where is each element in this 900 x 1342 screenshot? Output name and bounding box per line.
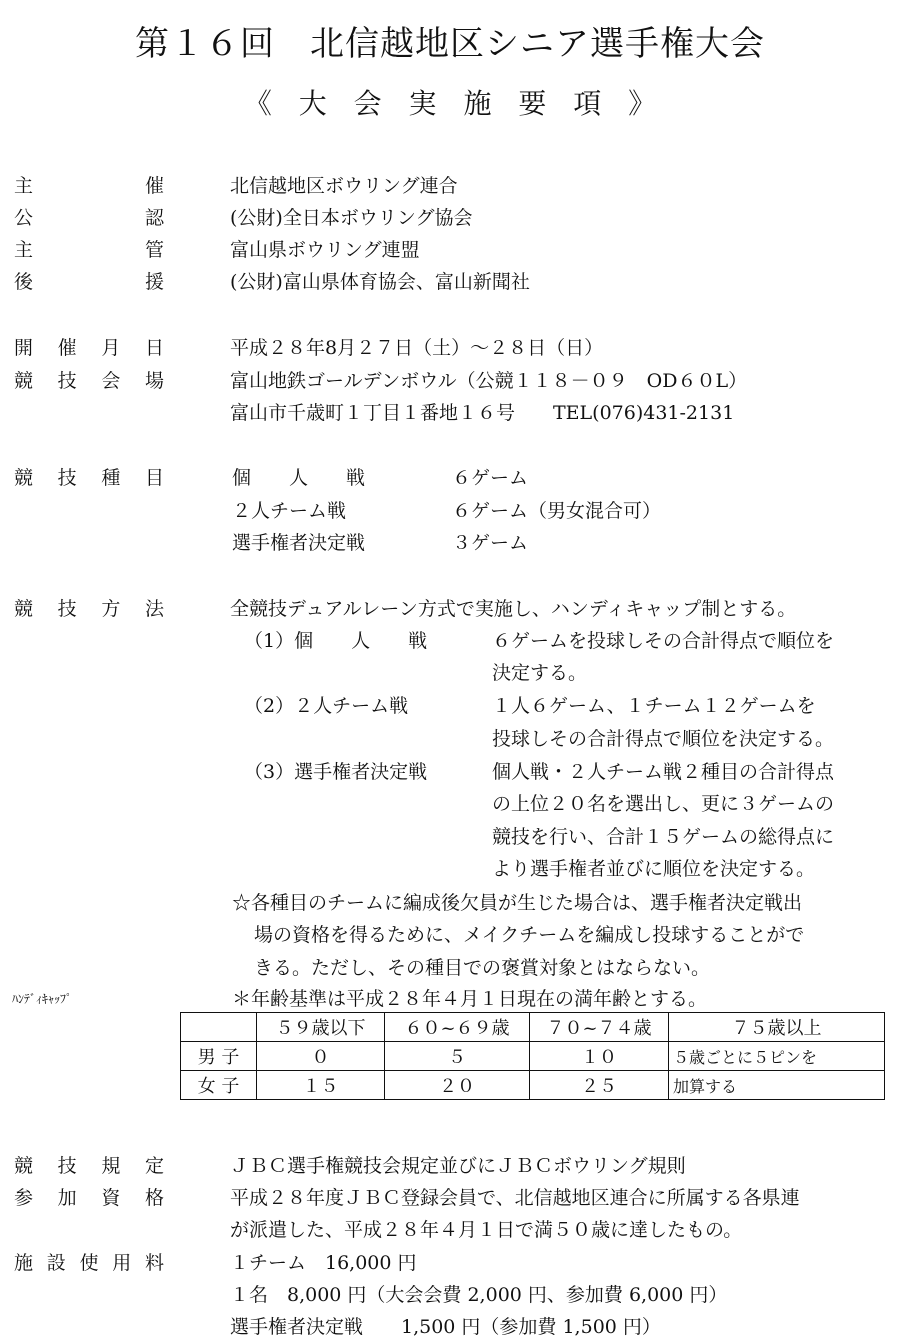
row-label: 主 管 (14, 239, 164, 261)
row-label: 公 認 (14, 207, 164, 229)
event-games: ３ゲーム (452, 532, 529, 554)
method-item-text: １人６ゲーム、１チーム１２ゲームを (492, 695, 816, 717)
event-name: 個 人 戦 (232, 467, 366, 489)
method-item-text: 決定する。 (492, 662, 588, 684)
method-intro: 全競技デュアルレーン方式で実施し、ハンディキャップ制とする。 (230, 598, 797, 620)
row-label: 競 技 種 目 (14, 467, 164, 489)
method-item-text: 個人戦・２人チーム戦２種目の合計得点 (492, 761, 835, 783)
method-item-name: （2）２人チーム戦 (244, 695, 409, 717)
row-value: 富山県ボウリング連盟 (230, 239, 420, 261)
row-label-cell: 男 子 (181, 1042, 257, 1071)
page-subtitle: 《 大 会 実 施 要 項 》 (243, 87, 657, 120)
table-header-row (181, 1013, 885, 1042)
method-item-text: 競技を行い、合計１５ゲームの総得点に (492, 826, 835, 848)
handicap-table (180, 1012, 885, 1100)
fee-line: １名 8,000 円（大会会費 2,000 円、参加費 6,000 円） (230, 1284, 728, 1306)
method-item-text: 投球しその合計得点で順位を決定する。 (492, 728, 835, 750)
row-value: (公財)富山県体育協会、富山新聞社 (230, 271, 530, 293)
method-item-name: （3）選手権者決定戦 (244, 761, 428, 783)
table-header-cell: ７０~７４歳 (530, 1013, 669, 1042)
row-value: 平成２８年8月２７日（土）～２８日（日） (230, 337, 604, 359)
event-games: ６ゲーム（男女混合可） (452, 500, 662, 522)
method-note: 場の資格を得るために、メイクチームを編成し投球することがで (254, 924, 805, 946)
row-label: 後 援 (14, 271, 164, 293)
handicap-tag: ﾊﾝﾃﾞｨｷｬｯﾌﾟ (12, 992, 73, 1006)
eligibility-line: が派遣した、平成２８年４月１日で満５０歳に達したもの。 (230, 1219, 743, 1241)
table-row (181, 1071, 885, 1100)
table-cell: ５ (385, 1042, 530, 1071)
row-label: 競 技 規 定 (14, 1155, 164, 1177)
row-value: ＪＢＣ選手権競技会規定並びにＪＢＣボウリング規則 (230, 1155, 686, 1177)
method-note: ☆各種目のチームに編成後欠員が生じた場合は、選手権者決定戦出 (232, 892, 803, 914)
row-label-cell: 女 子 (181, 1071, 257, 1100)
row-label: 施 設 使 用 料 (14, 1252, 164, 1274)
event-name: 選手権者決定戦 (232, 532, 366, 554)
page-title: 第１６回 北信越地区シニア選手権大会 (135, 24, 765, 64)
row-value: 富山地鉄ゴールデンボウル（公競１１８－０９ OD６０L） (230, 370, 748, 392)
event-games: ６ゲーム (452, 467, 529, 489)
row-label: 競 技 方 法 (14, 598, 164, 620)
table-header-cell (181, 1013, 257, 1042)
table-cell: ２５ (530, 1071, 669, 1100)
row-label: 参 加 資 格 (14, 1187, 164, 1209)
table-header-cell: ７５歳以上 (669, 1013, 885, 1042)
table-cell: １５ (257, 1071, 385, 1100)
event-name: ２人チーム戦 (232, 500, 347, 522)
handicap-note: ＊年齢基準は平成２８年４月１日現在の満年齢とする。 (232, 988, 708, 1010)
method-item-name: （1）個 人 戦 (244, 630, 428, 652)
row-value: (公財)全日本ボウリング協会 (230, 207, 473, 229)
fee-line: 選手権者決定戦 1,500 円（参加費 1,500 円） (230, 1316, 661, 1338)
table-cell: ０ (257, 1042, 385, 1071)
venue-address: 富山市千歳町１丁目１番地１６号 TEL(076)431-2131 (230, 402, 735, 424)
row-value: １チーム 16,000 円 (230, 1252, 417, 1274)
row-value: 北信越地区ボウリング連合 (230, 175, 458, 197)
row-label: 開 催 月 日 (14, 337, 164, 359)
row-label: 競 技 会 場 (14, 370, 164, 392)
table-cell: ２０ (385, 1071, 530, 1100)
method-item-text: ６ゲームを投球しその合計得点で順位を (492, 630, 835, 652)
table-header-cell: ６０~６９歳 (385, 1013, 530, 1042)
row-label: 主 催 (14, 175, 164, 197)
method-note: きる。ただし、その種目での褒賞対象とはならない。 (254, 957, 711, 979)
table-cell: １０ (530, 1042, 669, 1071)
method-item-text: より選手権者並びに順位を決定する。 (492, 858, 816, 880)
table-header-cell: ５９歳以下 (257, 1013, 385, 1042)
row-value: 平成２８年度ＪＢＣ登録会員で、北信越地区連合に所属する各県連 (230, 1187, 800, 1209)
method-item-text: の上位２０名を選出し、更に３ゲームの (492, 793, 835, 815)
table-row (181, 1042, 885, 1071)
over75-cell: ５歳ごとに５ピンを (669, 1042, 885, 1071)
over75-cell: 加算する (669, 1071, 885, 1100)
